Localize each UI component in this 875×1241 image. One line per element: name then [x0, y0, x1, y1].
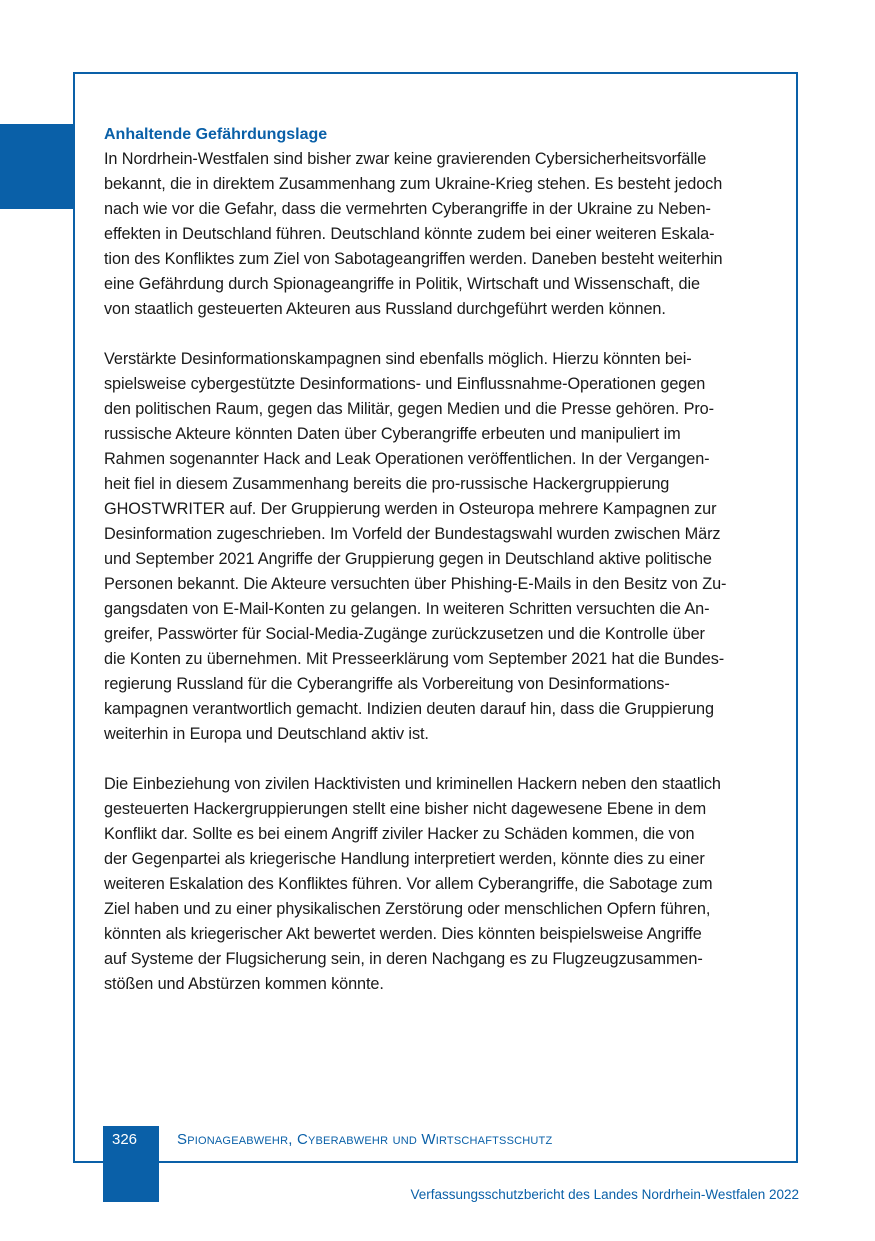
paragraph-2: Verstärkte Desinformationskampagnen sind ebenfalls möglich. Hierzu könnten bei- spielsweise cybergestützte Desinformations- und Einflussnahme-Operationen gegen den politischen Raum, gegen das Militär, gegen Medien und die Presse gehören. Pro- russische Akteure könnten Daten über Cyberangriffe erbeuten und manipuliert im Rahmen sogenannter Hack and Leak Operationen veröffentlichen. In der Vergangen- heit fiel in diesem Zusammenhang bereits die pro-russische Hackergruppierung GHOSTWRITER auf. Der Gruppierung werden in Osteuropa mehrere Kampagnen zur Desinformation zugeschrieben. Im Vorfeld der Bundestagswahl wurden zwischen März und September 2021 Angriffe der Gruppierung gegen in Deutschland aktive politische Personen bekannt. Die Akteure versuchten über Phishing-E-Mails in den Besitz von Zu- gangsdaten von E-Mail-Konten zu gelangen. In weiteren Schritten versuchten die An- greifer, Passwörter für Social-Media-Zugänge zurückzusetzen und die Kontrolle über die Konten zu übernehmen. Mit Presseerklärung vom September 2021 hat die Bundes- regierung Russland für die Cyberangriffe als Vorbereitung von Desinformations- kampagnen verantwortlich gemacht. Indizien deuten darauf hin, dass die Gruppierung weiterhin in Europa und Deutschland aktiv ist.	[104, 350, 727, 743]
footer-text: Verfassungsschutzbericht des Landes Nordrhein-Westfalen 2022	[410, 1187, 799, 1202]
side-tab-marker	[0, 124, 74, 209]
paragraph-1: In Nordrhein-Westfalen sind bisher zwar keine gravierenden Cybersicherheitsvorfälle bekannt, die in direktem Zusammenhang zum Ukraine-Krieg stehen. Es besteht jedoch nach wie vor die Gefahr, dass die vermehrten Cyberangriffe in der Ukraine zu Neben- effekten in Deutschland führen. Deutschland könnte zudem bei einer weiteren Eskala- tion des Konfliktes zum Ziel von Sabotageangriffen werden. Daneben besteht weiterhin eine Gefährdung durch Spionageangriffe in Politik, Wirtschaft und Wissenschaft, die von staatlich gesteuerten Akteuren aus Russland durchgeführt werden können.	[104, 150, 723, 318]
chapter-title: Spionageabwehr, Cyberabwehr und Wirtschaftsschutz	[177, 1131, 553, 1148]
page-number: 326	[112, 1131, 138, 1148]
section-heading: Anhaltende Gefährdungslage	[104, 126, 328, 143]
main-content	[104, 122, 774, 1022]
paragraph-3: Die Einbeziehung von zivilen Hacktivisten und kriminellen Hackern neben den staatlich gesteuerten Hackergruppierungen stellt eine bisher nicht dagewesene Ebene in dem Konflikt dar. Sollte es bei einem Angriff ziviler Hacker zu Schäden kommen, die von der Gegenpartei als kriegerische Handlung interpretiert werden, könnte dies zu einer weiteren Eskalation des Konfliktes führen. Vor allem Cyberangriffe, die Sabotage zum Ziel haben und zu einer physikalischen Zerstörung oder menschlichen Opfern führen, könnten als kriegerischer Akt bewertet werden. Dies könnten beispielsweise Angriffe auf Systeme der Flugsicherung sein, in deren Nachgang es zu Flugzeugzusammen- stößen und Abstürzen kommen könnte.	[104, 775, 721, 993]
